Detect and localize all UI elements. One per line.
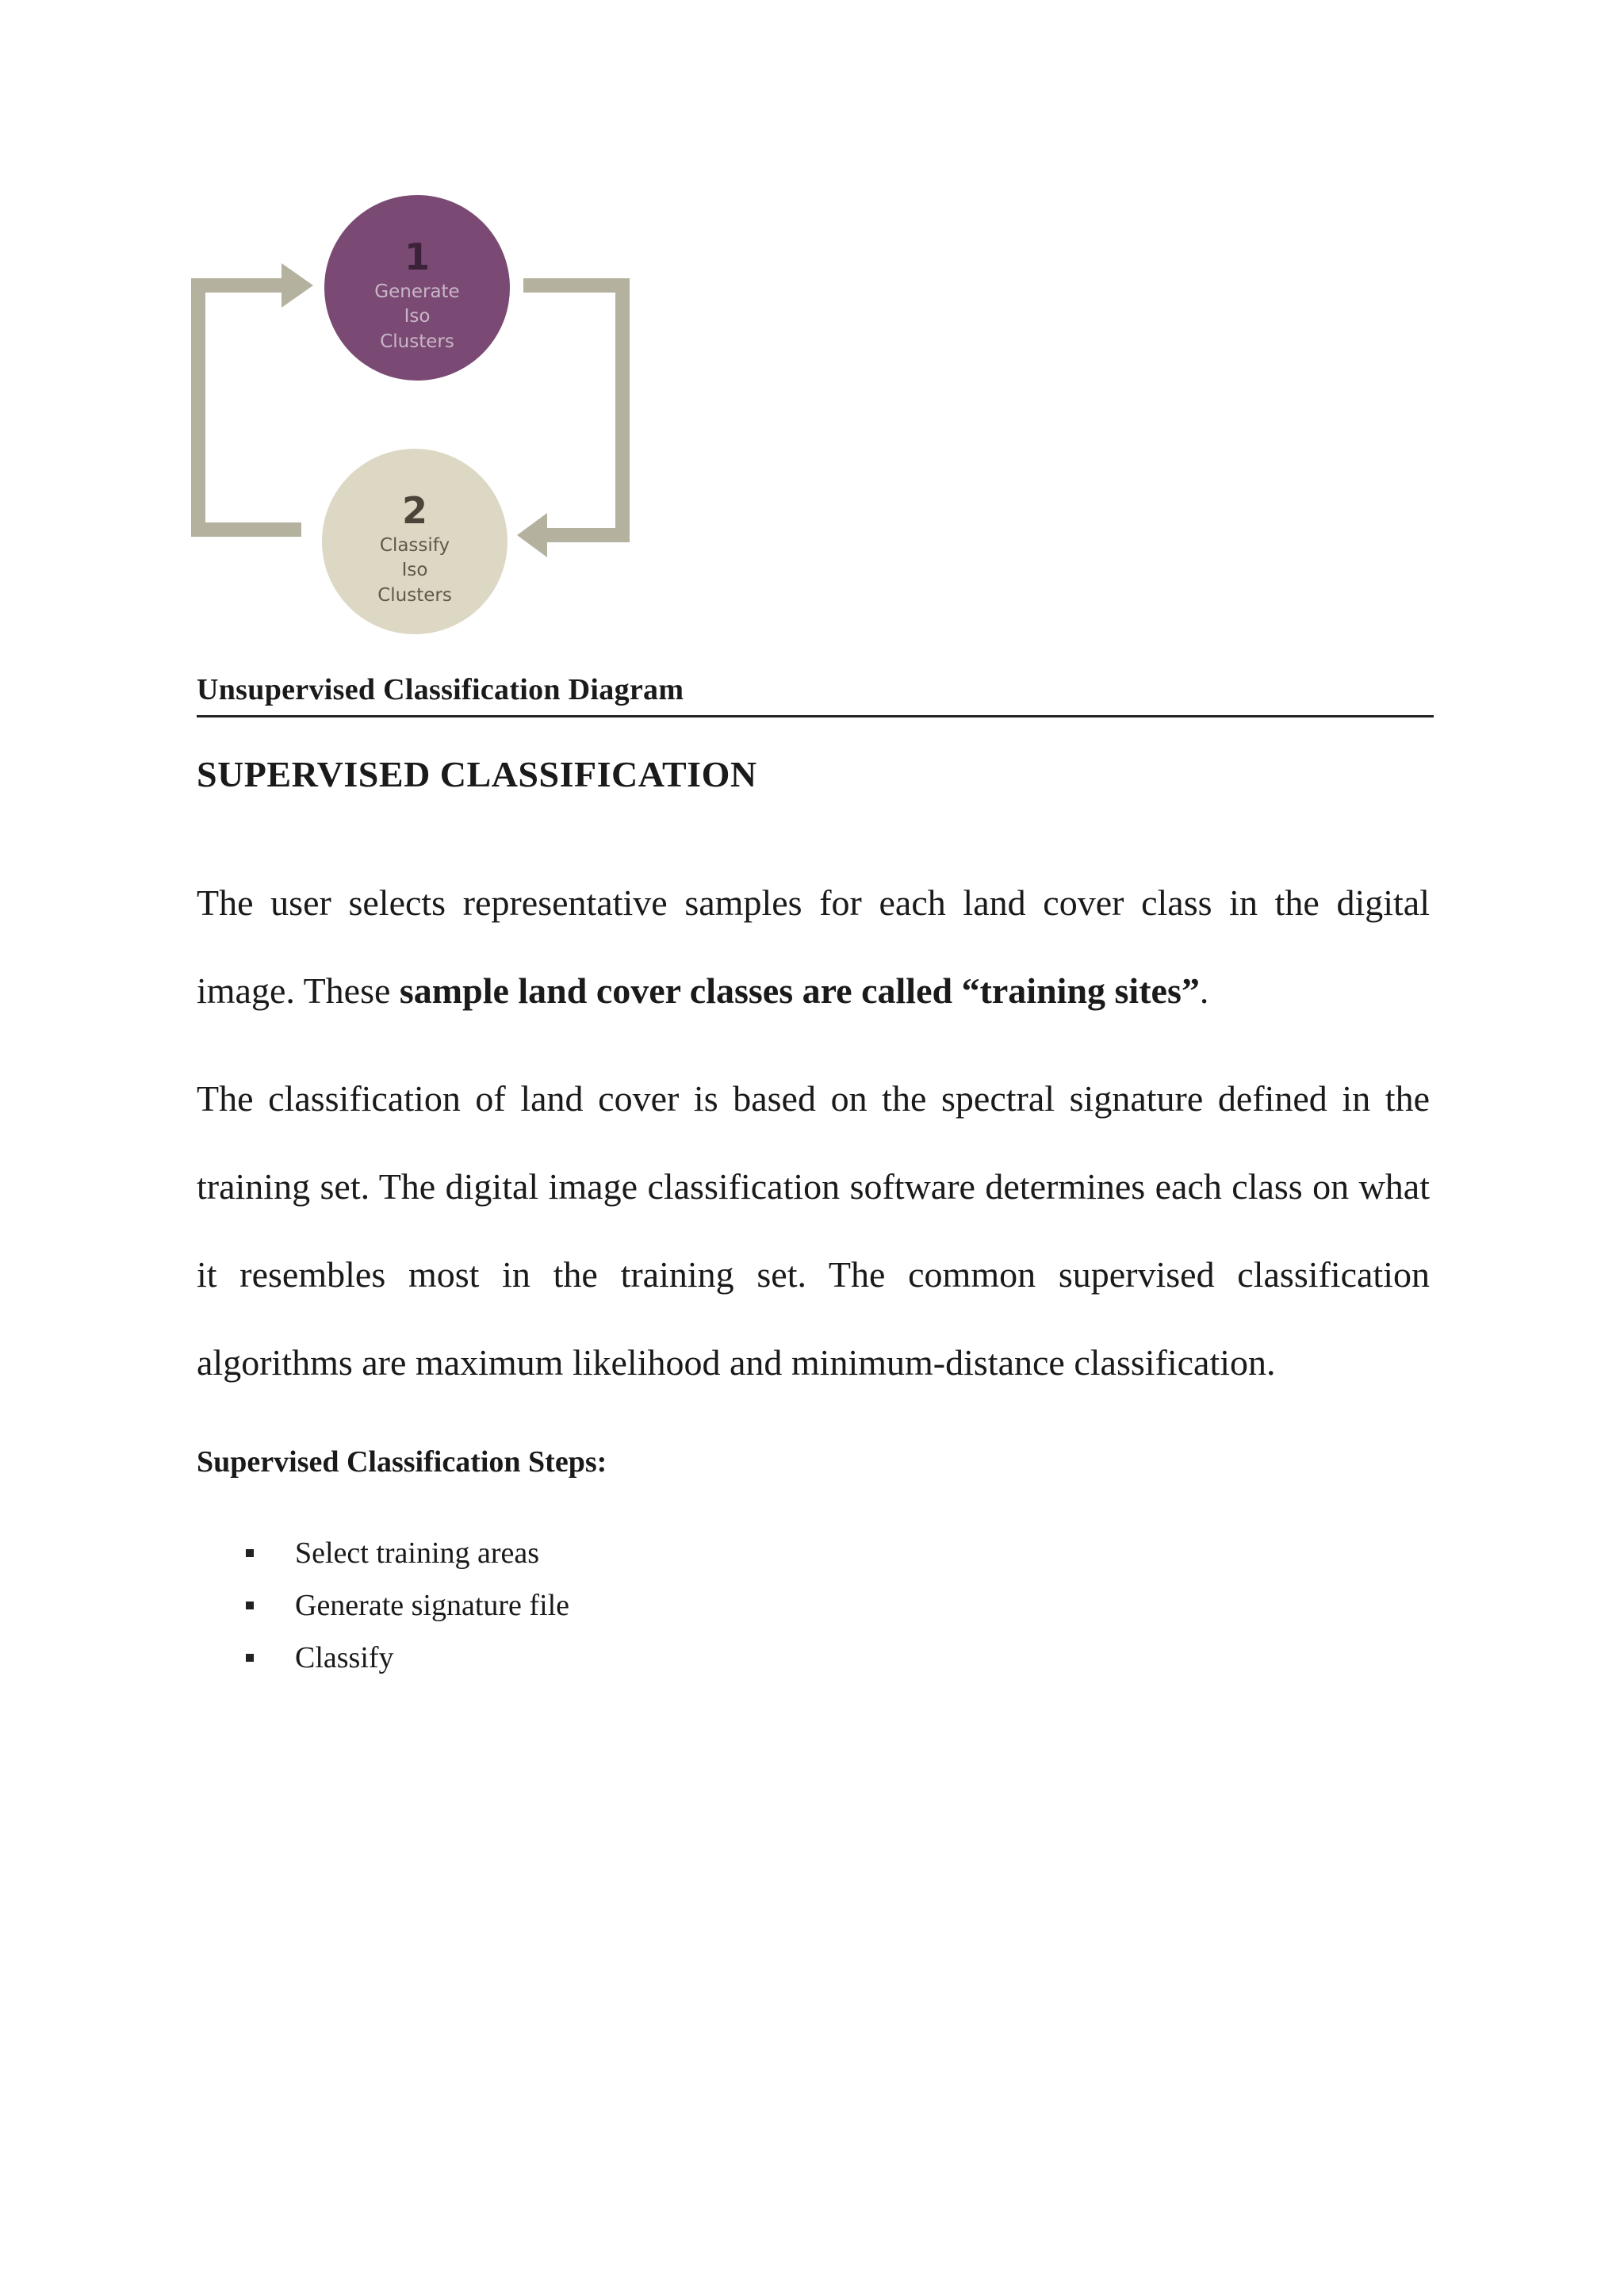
bullet-icon	[246, 1654, 254, 1662]
unsupervised-classification-diagram	[190, 190, 642, 642]
list-item	[246, 1579, 569, 1632]
paragraph-1-bold: sample land cover classes are called “training sites”	[399, 970, 1200, 1011]
arrow-right-head	[517, 513, 547, 557]
list-item	[246, 1632, 569, 1684]
step1-number: 1	[404, 235, 431, 278]
diagram-svg	[190, 190, 642, 642]
step2-line3: Clusters	[377, 585, 452, 606]
step1-line1: Generate	[374, 281, 460, 302]
step1-line2: Iso	[404, 306, 431, 327]
step2-line2: Iso	[401, 560, 428, 580]
step-label: Classify	[295, 1641, 394, 1674]
paragraph-1	[197, 859, 1430, 1035]
step2-line1: Classify	[379, 535, 450, 556]
step2-number: 2	[401, 489, 428, 532]
steps-title: Supervised Classification Steps:	[197, 1445, 607, 1479]
bullet-icon	[246, 1601, 254, 1609]
step1-line3: Clusters	[380, 331, 454, 352]
step-label: Generate signature file	[295, 1589, 570, 1622]
paragraph-1-end: .	[1199, 970, 1209, 1011]
arrow-left-path	[198, 285, 301, 530]
diagram-caption: Unsupervised Classification Diagram	[197, 672, 1434, 718]
steps-list	[246, 1527, 569, 1684]
paragraph-1-text: The user selects representative samples for each land cover class in the digital image. These	[197, 882, 1430, 1011]
step-label: Select training areas	[295, 1536, 540, 1570]
bullet-icon	[246, 1549, 254, 1557]
arrow-left-head	[282, 263, 313, 308]
section-heading: SUPERVISED CLASSIFICATION	[197, 754, 757, 794]
list-item	[246, 1527, 569, 1579]
arrow-right-path	[523, 285, 622, 535]
paragraph-2: The classification of land cover is based on the spectral signature defined in the training set. The digital image classification software determines each class on what it resembles most in the training set. The common supervised classification algorithms are maximum likelihood and minimum-distance classification.	[197, 1078, 1430, 1383]
